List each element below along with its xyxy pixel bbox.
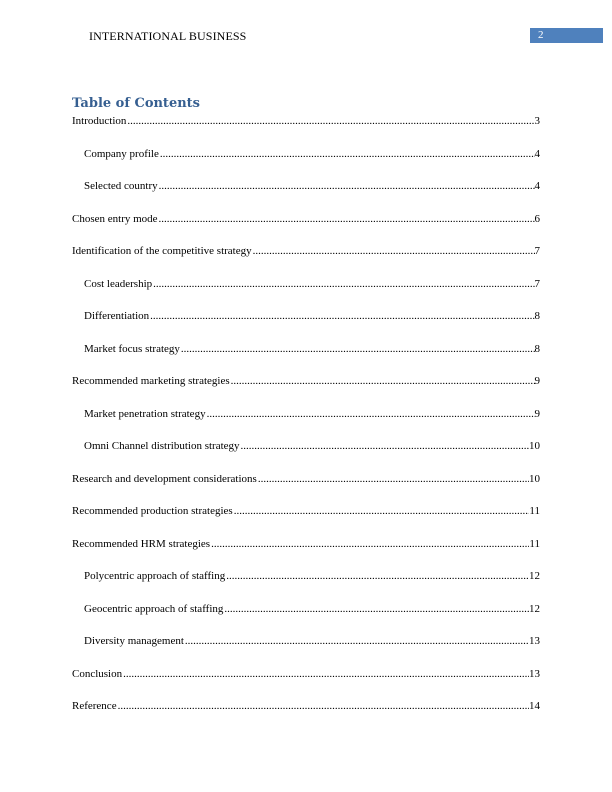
dot-leader xyxy=(159,213,535,225)
dot-leader xyxy=(253,245,535,257)
toc-entry-title: Recommended production strategies xyxy=(72,505,233,517)
toc-entry[interactable] xyxy=(84,570,540,584)
toc-entry-page-number: 10 xyxy=(529,472,540,485)
toc-entry-title: Differentiation xyxy=(84,310,150,322)
dot-leader xyxy=(123,668,529,680)
toc-entry[interactable] xyxy=(72,213,540,227)
toc-heading: Table of Contents xyxy=(72,96,200,111)
toc-entry-page-number: 13 xyxy=(529,667,540,680)
toc-entry-page-number: 4 xyxy=(534,147,540,160)
toc-entry[interactable] xyxy=(72,505,540,519)
toc-entry-page-number: 14 xyxy=(529,700,540,712)
toc-entry-page-number: 4 xyxy=(534,180,540,192)
toc-entry-page-number: 12 xyxy=(529,570,540,582)
toc-entry-page-number: 9 xyxy=(534,375,540,387)
toc-entry-page-number: 13 xyxy=(529,635,540,647)
toc-entry-page-number: 10 xyxy=(529,440,540,452)
toc-entry[interactable] xyxy=(72,115,540,129)
toc-entry-title: Market penetration strategy xyxy=(84,407,206,420)
toc-entry[interactable] xyxy=(84,440,540,454)
dot-leader xyxy=(211,538,529,550)
dot-leader xyxy=(231,375,535,387)
toc-entry-page-number: 6 xyxy=(534,212,540,225)
dot-leader xyxy=(241,440,529,452)
toc-entry-title: Reference xyxy=(72,700,117,712)
toc-entry[interactable] xyxy=(72,668,540,682)
toc-entry[interactable] xyxy=(72,375,540,389)
dot-leader xyxy=(258,473,529,485)
toc-entry-title: Recommended marketing strategies xyxy=(72,375,230,387)
toc-entry-title: Conclusion xyxy=(72,667,123,680)
page-number-badge: 2 xyxy=(530,28,603,43)
toc-entry-title: Company profile xyxy=(84,147,159,160)
toc-entry-page-number: 9 xyxy=(534,407,540,420)
dot-leader xyxy=(185,635,529,647)
dot-leader xyxy=(224,603,529,615)
toc-entry[interactable] xyxy=(84,180,540,194)
dot-leader xyxy=(160,148,535,160)
dot-leader xyxy=(181,343,535,355)
toc-entry[interactable] xyxy=(72,538,540,552)
dot-leader xyxy=(153,278,534,290)
dot-leader xyxy=(226,570,529,582)
toc-entry-page-number: 8 xyxy=(534,310,540,322)
toc-entry-title: Market focus strategy xyxy=(84,342,180,355)
toc-entry[interactable] xyxy=(84,278,540,292)
toc-entry[interactable] xyxy=(72,473,540,487)
dot-leader xyxy=(234,505,530,517)
toc-entry-page-number: 11 xyxy=(529,537,540,550)
toc-entry-page-number: 8 xyxy=(534,342,540,355)
toc-entry[interactable] xyxy=(84,148,540,162)
toc-entry-title: Selected country xyxy=(84,180,158,192)
toc-entry-title: Diversity management xyxy=(84,635,184,647)
toc-entry[interactable] xyxy=(72,245,540,259)
toc-entry[interactable] xyxy=(84,310,540,324)
toc-entry-title: Polycentric approach of staffing xyxy=(84,570,226,582)
running-header: INTERNATIONAL BUSINESS xyxy=(89,29,247,43)
toc-entry[interactable] xyxy=(84,408,540,422)
dot-leader xyxy=(207,408,535,420)
dot-leader xyxy=(150,310,534,322)
dot-leader xyxy=(118,700,529,712)
toc-entry[interactable] xyxy=(84,635,540,649)
toc-entry-title: Cost leadership xyxy=(84,277,153,290)
toc-entry-title: Identification of the competitive strategy xyxy=(72,245,252,257)
toc-entry-page-number: 3 xyxy=(534,115,540,127)
toc-entry-title: Omni Channel distribution strategy xyxy=(84,440,240,452)
toc-entry[interactable] xyxy=(72,700,540,714)
toc-entry-title: Geocentric approach of staffing xyxy=(84,602,224,615)
toc-entry-title: Recommended HRM strategies xyxy=(72,537,211,550)
toc-entry[interactable] xyxy=(84,603,540,617)
toc-entry-title: Introduction xyxy=(72,115,127,127)
toc-entry-page-number: 11 xyxy=(529,505,540,517)
toc-entry-title: Research and development considerations xyxy=(72,472,257,485)
toc-entry[interactable] xyxy=(84,343,540,357)
toc-entry-page-number: 12 xyxy=(529,602,540,615)
dot-leader xyxy=(159,180,535,192)
toc-entry-page-number: 7 xyxy=(534,277,540,290)
toc-entry-title: Chosen entry mode xyxy=(72,212,158,225)
dot-leader xyxy=(127,115,534,127)
toc-entry-page-number: 7 xyxy=(534,245,540,257)
